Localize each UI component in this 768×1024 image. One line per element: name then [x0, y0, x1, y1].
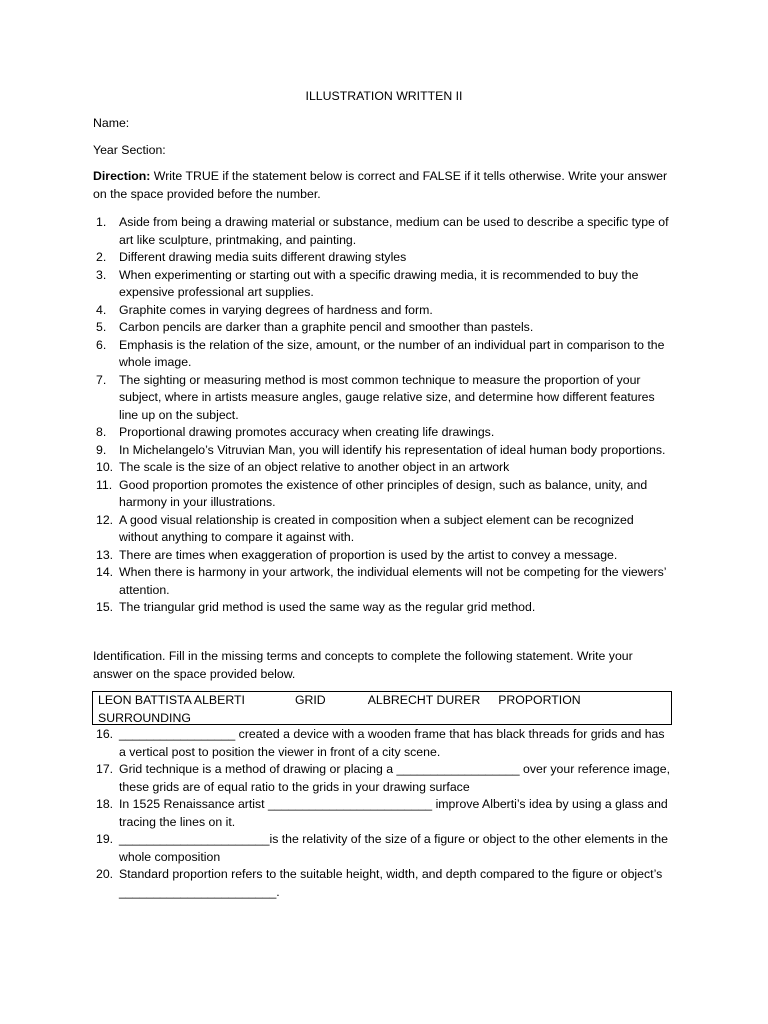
item-number: 14.: [96, 565, 114, 579]
item-text: ______________________is the relativity of the size of a figure or object to the other elements in the whole composition: [119, 832, 668, 864]
identification-paragraph: Identification. Fill in the missing terms and concepts to complete the following statement. Write your answer on the space provided below.: [93, 649, 633, 681]
item-number: 19.: [96, 832, 114, 846]
list-item: [93, 866, 673, 901]
item-number: 18.: [96, 797, 114, 811]
list-item: [93, 442, 673, 460]
item-number: 20.: [96, 867, 114, 881]
list-item: [93, 302, 673, 320]
item-text: Different drawing media suits different drawing styles: [119, 250, 407, 264]
item-text: Standard proportion refers to the suitable height, width, and depth compared to the figure or object’s _______________________.: [119, 867, 663, 899]
item-text: Proportional drawing promotes accuracy when creating life drawings.: [119, 425, 495, 439]
item-number: 1.: [96, 215, 107, 229]
list-item: [93, 337, 673, 372]
item-text: In Michelangelo’s Vitruvian Man, you will identify his representation of ideal human body proportions.: [119, 442, 666, 457]
item-text: Carbon pencils are darker than a graphite pencil and smoother than pastels.: [119, 320, 534, 334]
item-number: 17.: [96, 762, 114, 776]
list-item: [93, 796, 673, 831]
item-number: 9.: [96, 442, 107, 457]
list-item: [93, 249, 673, 267]
list-item: [93, 761, 673, 796]
item-number: 12.: [96, 512, 114, 527]
list-item: [93, 477, 673, 512]
item-text: There are times when exaggeration of proportion is used by the artist to convey a message.: [119, 547, 618, 562]
item-number: 8.: [96, 425, 107, 439]
term-bank-box: [92, 691, 672, 725]
year-section-label: Year Section:: [93, 143, 166, 157]
item-text: When there is harmony in your artwork, the individual elements will not be competing for the viewers’ attention.: [119, 565, 667, 597]
item-text: Emphasis is the relation of the size, amount, or the number of an individual part in comparison to the whole image.: [119, 337, 665, 369]
item-text: The triangular grid method is used the same way as the regular grid method.: [119, 600, 536, 614]
term-item: GRID: [294, 693, 326, 707]
item-text: In 1525 Renaissance artist ________________________ improve Alberti’s idea by using a glass and tracing the lines on it.: [119, 797, 668, 829]
item-number: 2.: [96, 250, 107, 264]
direction-label: Direction:: [93, 169, 151, 183]
term-item: LEON BATTISTA ALBERTI: [98, 693, 245, 707]
name-label: Name:: [93, 116, 130, 130]
item-number: 13.: [96, 547, 114, 562]
item-number: 3.: [96, 267, 107, 282]
item-number: 16.: [96, 727, 114, 741]
item-text: Graphite comes in varying degrees of hardness and form.: [119, 302, 433, 317]
list-item: [93, 547, 673, 565]
list-item: [93, 564, 673, 599]
item-number: 15.: [96, 600, 114, 614]
term-item: ALBRECHT DURER: [367, 693, 481, 707]
fill-in-list: [93, 726, 673, 901]
list-item: [93, 214, 673, 249]
item-number: 5.: [96, 320, 107, 334]
item-text: _________________ created a device with a wooden frame that has black threads for grids and has a vertical post to position the viewer in front of a city scene.: [119, 727, 665, 759]
list-item: [93, 424, 673, 442]
item-text: A good visual relationship is created in composition when a subject element can be recognized without anything to compare it against with.: [119, 512, 634, 544]
list-item: [93, 319, 673, 337]
item-number: 10.: [96, 460, 114, 474]
item-text: Grid technique is a method of drawing or placing a __________________ over your reference image, these grids are of equal ratio to the grids in your drawing surface: [119, 762, 670, 794]
item-text: The sighting or measuring method is most common technique to measure the proportion of your subject, where in artists measure angles, gauge relative size, and determine how different features line up on the subject.: [119, 372, 655, 422]
list-item: [93, 831, 673, 866]
list-item: [93, 726, 673, 761]
item-number: 11.: [96, 477, 113, 492]
item-number: 6.: [96, 337, 107, 352]
true-false-list: [93, 214, 673, 617]
direction-paragraph: [93, 168, 673, 203]
item-number: 7.: [96, 372, 107, 387]
item-text: When experimenting or starting out with a specific drawing media, it is recommended to buy the expensive professional art supplies.: [119, 267, 639, 299]
term-item: PROPORTION: [498, 693, 581, 707]
list-item: [93, 459, 673, 477]
term-item: SURROUNDING: [98, 710, 191, 725]
item-number: 4.: [96, 302, 107, 317]
list-item: [93, 512, 673, 547]
item-text: Aside from being a drawing material or substance, medium can be used to describe a specific type of art like sculpture, printmaking, and painting.: [119, 215, 669, 247]
list-item: [93, 267, 673, 302]
list-item: [93, 372, 673, 425]
item-text: Good proportion promotes the existence of other principles of design, such as balance, unity, and harmony in your illustrations.: [119, 477, 648, 509]
item-text: The scale is the size of an object relative to another object in an artwork: [119, 460, 510, 474]
direction-text: Write TRUE if the statement below is correct and FALSE if it tells otherwise. Write your answer on the space provided before the number.: [93, 169, 668, 201]
page-title: ILLUSTRATION WRITTEN II: [305, 89, 463, 103]
list-item: [93, 599, 673, 617]
